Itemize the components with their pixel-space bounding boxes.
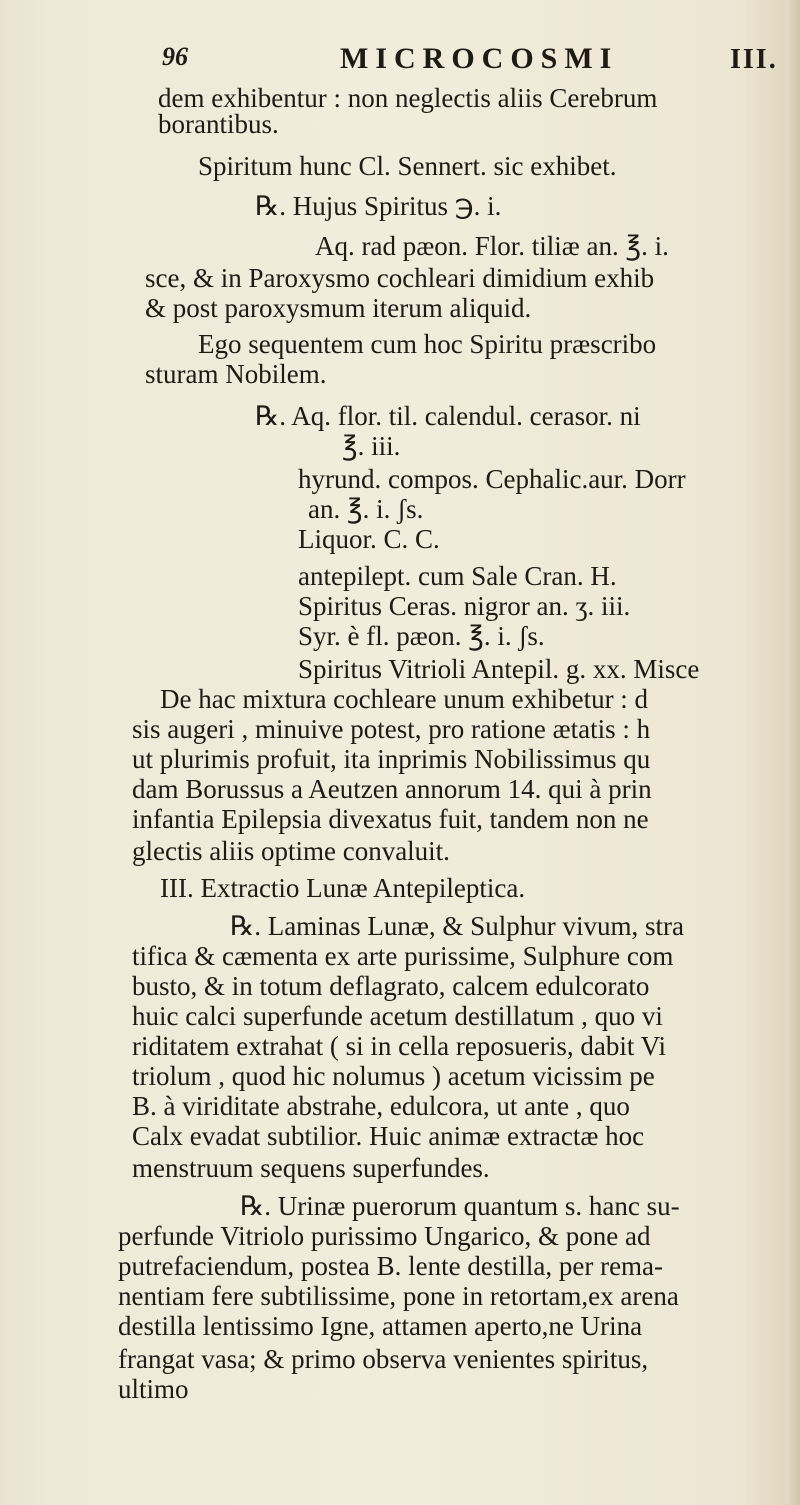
text-line: ℞. Aq. flor. til. calendul. cerasor. ni — [255, 401, 641, 431]
page-number: 96 — [162, 42, 188, 71]
text-line: borantibus. — [158, 109, 279, 139]
text-line: huic calci superfunde acetum destillatum , quo vi — [132, 1001, 663, 1031]
text-line: perfunde Vitriolo purissimo Ungarico, & pone ad — [118, 1221, 651, 1251]
text-line: dem exhibentur : non neglectis aliis Cerebrum — [158, 83, 658, 113]
text-line: frangat vasa; & primo observa venientes spiritus, — [118, 1344, 649, 1374]
text-line: Ego sequentem cum hoc Spiritu præscribo — [198, 329, 657, 359]
text-line: Syr. è fl. pæon. ℥. i. ʃs. — [298, 621, 545, 651]
text-line: B. à viriditate abstrahe, edulcora, ut ante , quo — [132, 1091, 630, 1121]
text-line: Calx evadat subtilior. Huic animæ extractæ hoc — [132, 1121, 645, 1151]
text-line: an. ℥. i. ʃs. — [308, 494, 424, 524]
text-line: putrefaciendum, postea B. lente destilla, per rema- — [118, 1251, 664, 1281]
text-line: dam Borussus a Aeutzen annorum 14. qui à prin — [132, 774, 652, 804]
text-line: Liquor. C. C. — [298, 524, 440, 554]
text-line: ultimo — [118, 1374, 189, 1404]
text-line: Spiritus Vitrioli Antepil. g. xx. Misce — [298, 654, 700, 684]
text-line: ℞. Laminas Lunæ, & Sulphur vivum, stra — [230, 911, 684, 941]
text-line: ℥. iii. — [342, 431, 401, 461]
text-line: triolum , quod hic nolumus ) acetum vicissim pe — [132, 1061, 655, 1091]
text-line: III. Extractio Lunæ Antepileptica. — [160, 873, 526, 903]
text-line: riditatem extrahat ( si in cella reposueris, dabit Vi — [132, 1031, 666, 1061]
text-line: ℞. Urinæ puerorum quantum s. hanc su- — [240, 1191, 680, 1221]
text-line: ut plurimis profuit, ita inprimis Nobilissimus qu — [132, 744, 651, 774]
text-line: nentiam fere subtilissime, pone in retortam,ex arena — [118, 1281, 679, 1311]
text-line: sturam Nobilem. — [145, 359, 327, 389]
text-line: Spiritus Ceras. nigror an. ʒ. iii. — [298, 591, 631, 621]
text-line: tifica & cæmenta ex arte purissime, Sulphure com — [132, 941, 674, 971]
text-line: menstruum sequens superfundes. — [132, 1153, 490, 1183]
text-line: glectis aliis optime convaluit. — [132, 836, 450, 866]
text-line: antepilept. cum Sale Cran. H. — [298, 561, 617, 591]
text-line: sce, & in Paroxysmo cochleari dimidium exhib — [145, 263, 655, 293]
text-line: destilla lentissimo Igne, attamen aperto,ne Urina — [118, 1311, 643, 1341]
text-line: & post paroxysmum iterum aliquid. — [145, 293, 532, 323]
chapter-number: III. — [730, 44, 778, 75]
page-edge — [786, 0, 800, 1505]
text-line: Aq. rad pæon. Flor. tiliæ an. ℥. i. — [315, 231, 669, 261]
text-line: hyrund. compos. Cephalic.aur. Dorr — [298, 464, 686, 494]
text-line: De hac mixtura cochleare unum exhibetur : d — [160, 684, 649, 714]
text-line: ℞. Hujus Spiritus ℈. i. — [255, 191, 502, 221]
running-title: MICROCOSMI — [340, 42, 619, 75]
text-line: sis augeri , minuive potest, pro ratione ætatis : h — [132, 714, 651, 744]
text-line: Spiritum hunc Cl. Sennert. sic exhibet. — [198, 151, 617, 181]
text-line: busto, & in totum deflagrato, calcem edulcorato — [132, 971, 650, 1001]
text-line: infantia Epilepsia divexatus fuit, tandem non ne — [132, 804, 649, 834]
